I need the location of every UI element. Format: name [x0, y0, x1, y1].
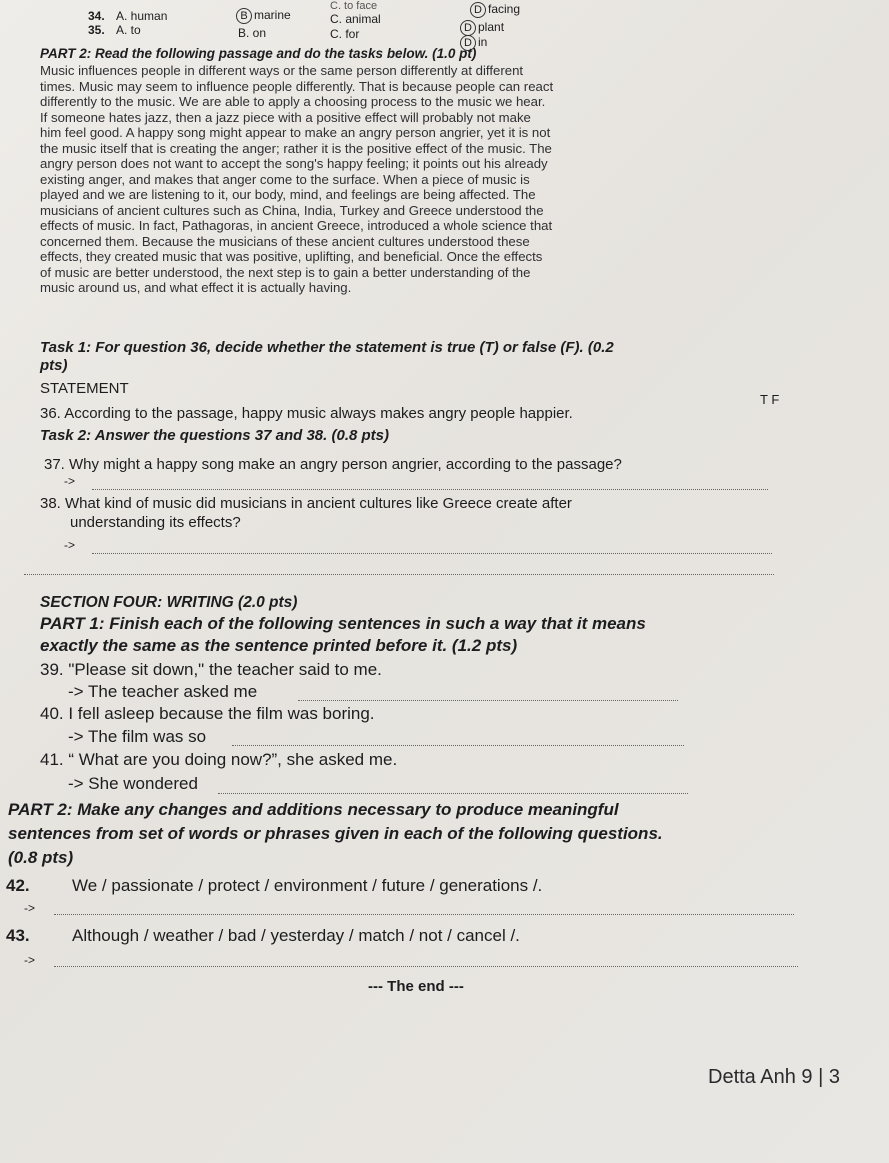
passage-line: the music itself that is creating the anger; rather it is the positive effect of the music. The	[40, 140, 552, 156]
answer-42-arrow: ->	[24, 901, 36, 915]
circled-answer-icon: B	[236, 8, 252, 24]
answer-41-line[interactable]	[218, 793, 688, 794]
writing-part2-heading-cont: sentences from set of words or phrases given in each of the following questions.	[8, 824, 663, 843]
q35-number: 35.	[88, 23, 105, 37]
answer-43-arrow: ->	[24, 953, 36, 967]
writing-part2-heading: PART 2: Make any changes and additions necessary to produce meaningful	[8, 800, 619, 819]
answer-39-line[interactable]	[298, 700, 678, 701]
signature-watermark: Detta Anh 9 | 3	[708, 1066, 840, 1088]
question-37: 37. Why might a happy song make an angry person angrier, according to the passage?	[44, 456, 622, 473]
writing-part1-heading-cont: exactly the same as the sentence printed before it. (1.2 pts)	[40, 636, 518, 655]
question-43-number: 43.	[6, 926, 30, 945]
q34-option-b: B marine	[236, 8, 291, 24]
passage-line: differently to the music. We are able to apply a choosing process to the music we hear.	[40, 94, 546, 109]
answer-38-line[interactable]	[92, 553, 772, 554]
question-40-prompt: -> The film was so	[68, 727, 207, 746]
circled-answer-icon: D	[460, 35, 476, 51]
writing-part1-heading: PART 1: Finish each of the following sentences in such a way that it means	[40, 614, 646, 633]
question-42: We / passionate / protect / environment / future / generations /.	[72, 876, 543, 895]
q35-option-a: A. to	[116, 23, 141, 37]
the-end-marker: --- The end ---	[368, 978, 464, 995]
passage-line: music around us, and what effect it is actually having.	[40, 280, 352, 295]
passage-line: Music influences people in different ways or the same person differently at different	[40, 63, 524, 78]
reading-part-heading: PART 2: Read the following passage and do the tasks below. (1.0 pt)	[40, 46, 477, 61]
question-39-prompt: -> The teacher asked me	[68, 682, 258, 701]
passage-line: musicians of ancient cultures such as China, India, Turkey and Greece understood the	[40, 202, 544, 218]
answer-38-arrow: ->	[64, 538, 76, 552]
passage-line: existing anger, and makes that anger come to the surface. When a piece of music is	[40, 171, 530, 187]
passage-line: If someone hates jazz, then a jazz piece with a positive effect will probably not make	[40, 109, 531, 125]
question-41-prompt: -> She wondered	[68, 774, 198, 793]
true-false-header: T F	[760, 392, 780, 407]
question-43: Although / weather / bad / yesterday / match / not / cancel /.	[72, 926, 520, 945]
question-36: 36. According to the passage, happy music always makes angry people happier.	[40, 405, 573, 422]
passage-line: times. Music may seem to influence people differently. That is because people can react	[40, 78, 554, 94]
section-four-heading: SECTION FOUR: WRITING (2.0 pts)	[40, 594, 298, 611]
task2-heading: Task 2: Answer the questions 37 and 38. (0.8 pts)	[40, 427, 389, 444]
q34-option-d: D plant	[460, 20, 504, 36]
question-40: 40. I fell asleep because the film was boring.	[40, 704, 375, 723]
passage-line: effects, they created music that was positive, uplifting, and beneficial. Once the effects	[40, 249, 543, 264]
question-41: 41. “ What are you doing now?”, she asked me.	[40, 750, 398, 769]
q35-option-c: C. for	[330, 27, 360, 41]
statement-label: STATEMENT	[40, 380, 129, 397]
passage-line: angry person does not want to accept the song's happy feeling; it points out his already	[40, 156, 548, 171]
writing-part2-points: (0.8 pts)	[8, 848, 74, 867]
answer-43-line[interactable]	[54, 966, 798, 967]
answer-40-line[interactable]	[232, 745, 684, 746]
passage-line: of music are better understood, the next step is to gain a better understanding of the	[40, 264, 531, 280]
q35-option-d: D in	[460, 35, 487, 51]
task1-heading: Task 1: For question 36, decide whether the statement is true (T) or false (F). (0.2	[40, 339, 614, 356]
q34-number: 34.	[88, 9, 105, 23]
q34-option-c: C. animal	[330, 12, 381, 26]
answer-38-line-2[interactable]	[24, 574, 774, 575]
question-39: 39. "Please sit down," the teacher said to me.	[40, 660, 382, 679]
question-38-line2: understanding its effects?	[70, 514, 241, 531]
q34-option-a: A. human	[116, 9, 168, 23]
passage-line: concerned them. Because the musicians of these ancient cultures understood these	[40, 233, 530, 249]
answer-42-line[interactable]	[54, 914, 794, 915]
answer-37-line[interactable]	[92, 489, 768, 490]
q33-option-c: C. to face	[330, 0, 378, 12]
reading-passage	[40, 63, 810, 296]
question-42-number: 42.	[6, 876, 30, 895]
task1-heading-cont: pts)	[40, 357, 68, 374]
q35-option-b: B. on	[238, 26, 267, 40]
passage-line: effects of music. In fact, Pathagoras, in ancient Greece, introduced a whole science that	[40, 218, 553, 233]
question-38-line1: 38. What kind of music did musicians in ancient cultures like Greece create after	[40, 495, 572, 512]
answer-37-arrow: ->	[64, 474, 76, 488]
passage-line: him feel good. A happy song might appear to make an angry person angrier, yet it is not	[40, 125, 551, 140]
q33-option-d: D facing	[470, 2, 520, 18]
circled-answer-icon: D	[470, 2, 486, 18]
circled-answer-icon: D	[460, 20, 476, 36]
passage-line: played and we are listening to it, our body, mind, and feelings are being affected. The	[40, 187, 536, 202]
